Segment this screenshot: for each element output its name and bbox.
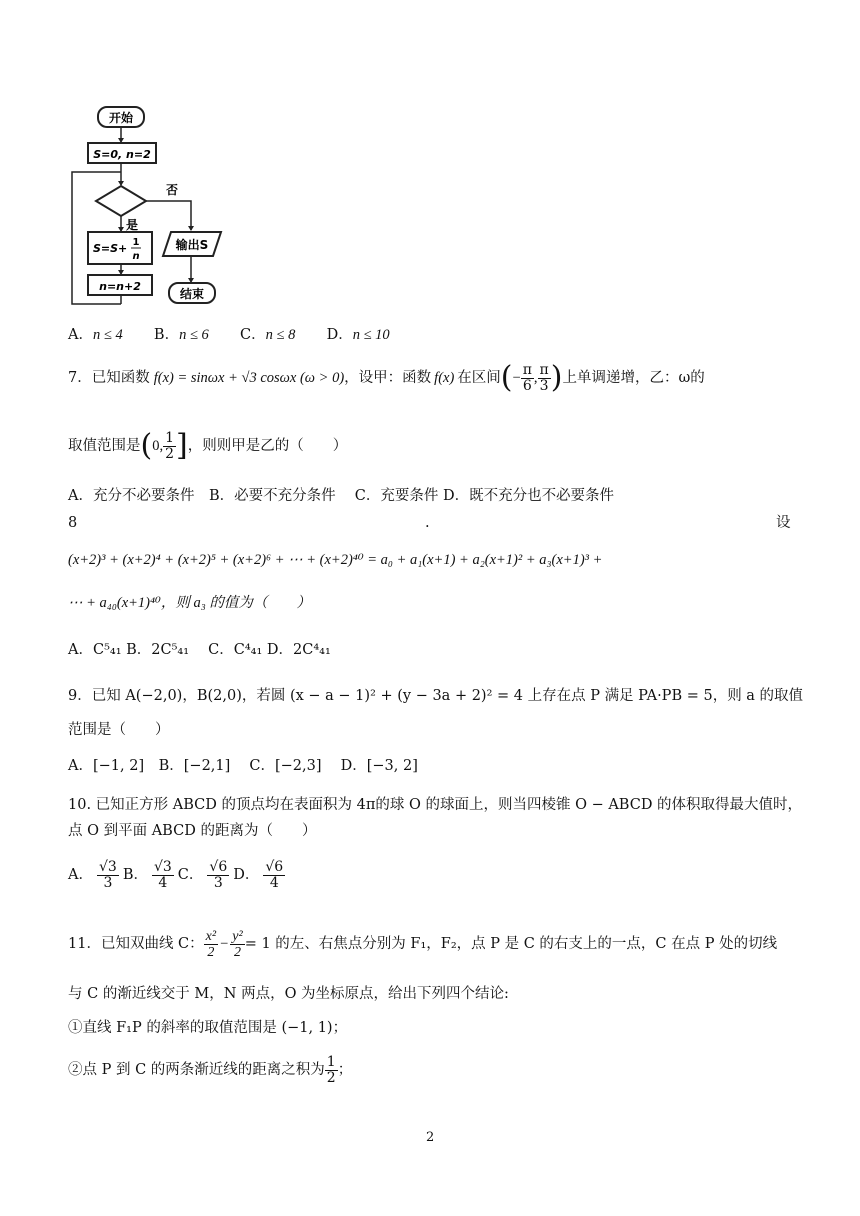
q8-dot: . xyxy=(425,515,430,531)
q6-option-d: n ≤ 10 xyxy=(352,327,390,343)
q7-options: A．充分不必要条件 B．必要不充分条件 C．充要条件 D．既不充分也不必要条件 xyxy=(68,488,615,504)
flowchart-start-label: 开始 xyxy=(108,111,134,125)
flowchart-output-label: 输出S xyxy=(175,238,209,252)
q11-line-2: 与 C 的渐近线交于 M，N 两点，O 为坐标原点，给出下列四个结论: xyxy=(68,986,509,1002)
flowchart-init-label: S=0, n=2 xyxy=(93,148,151,161)
flowchart-decision xyxy=(96,186,146,216)
q7-interval-hi: $\frac{\pi}{3}$ xyxy=(539,361,549,394)
q8-options: A．C⁵₄₁ B．2C⁵₄₁ C．C⁴₄₁ D．2C⁴₄₁ xyxy=(68,642,331,658)
q7-condition-b: 上单调递增，乙：ω的 xyxy=(562,370,705,386)
q11-conclusion-1: ①直线 F₁P 的斜率的取值范围是 (−1, 1)； xyxy=(68,1020,348,1036)
q11-y-frac: $\frac{\text{y²}}{2}$ xyxy=(232,928,243,960)
q6-option-b-letter: B． xyxy=(153,327,180,343)
q7-condition-a: ，设甲：函数 xyxy=(344,370,432,386)
q7-question: ，则则甲是乙的（ ） xyxy=(187,438,348,454)
q6-options xyxy=(68,325,390,345)
q9-options: A．[−1, 2] B．[−2,1] C．[−2,3] D．[−3, 2] xyxy=(68,758,418,774)
q11-post: = 1 的左、右焦点分别为 F₁，F₂，点 P 是 C 的右支上的一点，C 在点 P 处的切线 xyxy=(244,936,778,952)
q6-option-c: n ≤ 8 xyxy=(265,327,296,343)
q7-function: f(x) = sinωx + √3 cosωx (ω > 0) xyxy=(153,370,345,386)
q8-line-1: (x+2)³ + (x+2)⁴ + (x+2)⁵ + (x+2)⁶ + ⋯ + (x+2)⁴⁰ = a₀ + a₁(x+1) + a₂(x+1)² + a₃(x+1)³ + xyxy=(68,552,603,568)
q10-option-a: $\frac{√3}{3}$ xyxy=(98,858,117,891)
q7-line-2: 取值范围是 ( 0, $\frac{1}{2}$ ] ，则则甲是乙的（ ） xyxy=(68,428,348,463)
flowchart xyxy=(68,104,238,312)
q11-c2-frac: $\frac{1}{2}$ xyxy=(326,1053,336,1086)
q7-range-pre: 取值范围是 xyxy=(68,438,141,454)
q10-options: A． $\frac{√3}{3}$ B． $\frac{√3}{4}$ C． $\frac{√6}{3}$ D． $\frac{√6}{4}$ xyxy=(68,858,284,891)
q9-line-2: 范围是（ ） xyxy=(68,722,170,738)
q7-interval-lo: $\frac{\pi}{6}$ xyxy=(522,361,532,394)
q10-line-2: 点 O 到平面 ABCD 的距离为（ ） xyxy=(68,823,317,839)
q6-option-c-letter: C． xyxy=(240,327,266,343)
flowchart-no-label: 否 xyxy=(166,183,179,197)
q7-number: 7．已知函数 xyxy=(68,370,150,386)
q10-option-d: $\frac{√6}{4}$ xyxy=(265,858,284,891)
q11-pre: 11．已知双曲线 C： xyxy=(68,936,204,952)
q9-line-1: 9．已知 A(−2,0)，B(2,0)，若圆 (x − a − 1)² + (y − 3a + 2)² = 4 上存在点 P 满足 PA·PB = 5，则 a 的取值 xyxy=(68,688,804,704)
q10-option-c: $\frac{√6}{3}$ xyxy=(209,858,228,891)
q7-line-1: 7．已知函数 f(x) = sinωx + √3 cosωx (ω > 0) ，设甲：函数 f(x) 在区间 ( − $\frac{\pi}{6}$ , $\frac{\pi}{3}$ ) 上单调递增，乙：ω的 xyxy=(68,360,705,395)
q7-interval-pre: 在区间 xyxy=(457,370,501,386)
flowchart-update-n-label: n=n+2 xyxy=(99,280,141,293)
flowchart-update-s-label: S=S+ xyxy=(93,242,128,255)
q11-x-frac: $\frac{\text{x²}}{2}$ xyxy=(205,928,217,960)
flowchart-end-label: 结束 xyxy=(179,287,205,301)
flowchart-frac-num: 1 xyxy=(132,237,140,248)
page-number: 2 xyxy=(426,1130,435,1145)
q8-number: 8 xyxy=(68,515,78,531)
q10-line-1: 10. 已知正方形 ABCD 的顶点均在表面积为 4π的球 O 的球面上，则当四棱锥 O − ABCD 的体积取得最大值时， xyxy=(68,797,803,813)
q6-option-d-letter: D． xyxy=(326,327,353,343)
q7-range-frac: $\frac{1}{2}$ xyxy=(165,429,175,462)
q8-she: 设 xyxy=(776,515,791,531)
q7-fx: f(x) xyxy=(434,370,455,386)
q8-line-2: ⋯ + a₄₀(x+1)⁴⁰，则 a₃ 的值为（ ） xyxy=(68,595,311,611)
flowchart-frac-den: n xyxy=(132,251,140,262)
q11-conclusion-2: ②点 P 到 C 的两条渐近线的距离之积为 $\frac{1}{2}$ ； xyxy=(68,1053,353,1086)
q6-option-b: n ≤ 6 xyxy=(179,327,209,343)
q6-option-a: n ≤ 4 xyxy=(92,327,123,343)
q6-option-a-letter: A． xyxy=(68,327,93,343)
q10-option-b: $\frac{√3}{4}$ xyxy=(153,858,172,891)
q11-line-1: 11．已知双曲线 C： $\frac{\text{x²}}{2}$ − $\frac{\text{y²}}{2}$ = 1 的左、右焦点分别为 F₁，F₂，点 P 是 C 的右支上的一点，C 在点 P 处的切线 xyxy=(68,928,778,960)
flowchart-yes-label: 是 xyxy=(126,218,139,232)
